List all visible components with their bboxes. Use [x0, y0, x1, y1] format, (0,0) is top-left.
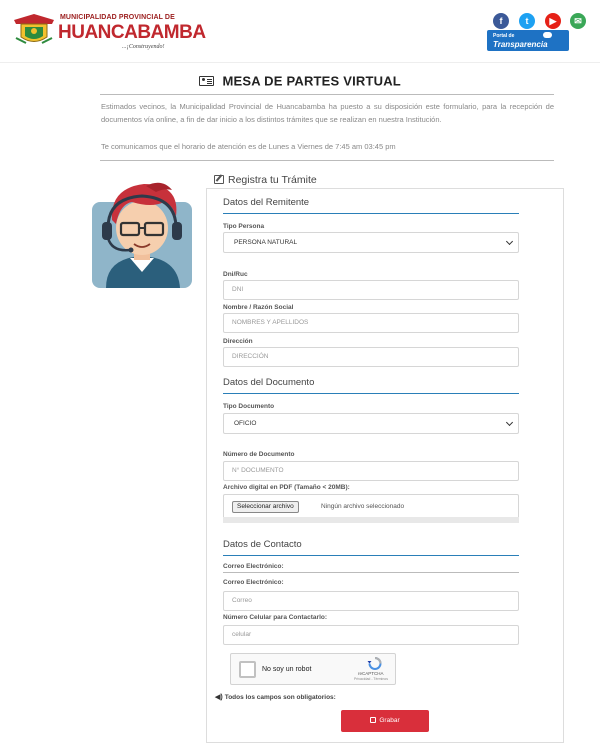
- numero-documento-label: Número de Documento: [223, 451, 295, 458]
- document-heading: Datos del Documento: [223, 377, 315, 388]
- submit-button[interactable]: [341, 710, 429, 732]
- register-title: [214, 174, 317, 186]
- numero-documento-input[interactable]: N° DOCUMENTO: [223, 461, 519, 481]
- youtube-icon[interactable]: ▶: [545, 13, 561, 29]
- celular-input[interactable]: celular: [223, 625, 519, 645]
- select-file-button[interactable]: Seleccionar archivo: [232, 501, 299, 513]
- megaphone-icon: ◀): [215, 694, 223, 701]
- recaptcha-checkbox[interactable]: [239, 661, 256, 678]
- dni-label: Dni/Ruc: [223, 271, 248, 278]
- site-header: [0, 0, 600, 62]
- direccion-label: Dirección: [223, 338, 253, 345]
- no-file-text: Ningún archivo seleccionado: [321, 503, 405, 510]
- transparency-big-label: Transparencia: [493, 40, 548, 49]
- municipality-logo[interactable]: [12, 10, 206, 54]
- page-title: MESA DE PARTES VIRTUAL: [222, 73, 401, 89]
- chevron-down-icon: [506, 238, 513, 245]
- nombre-label: Nombre / Razón Social: [223, 304, 294, 311]
- contact-heading-line: [223, 555, 519, 556]
- required-note-text: Todos los campos son obligatorios:: [224, 694, 336, 701]
- register-title-text: Registra tu Trámite: [228, 174, 317, 186]
- page-title-row: [0, 72, 600, 90]
- tipo-persona-label: Tipo Persona: [223, 223, 265, 230]
- id-card-icon: [199, 76, 214, 86]
- tipo-documento-select[interactable]: [223, 413, 519, 434]
- hours-text: Te comunicamos que el horario de atención es de Lunes a Viernes de 7:45 am 03:45 pm: [101, 142, 396, 151]
- dni-input[interactable]: DNI: [223, 280, 519, 300]
- recaptcha-label: No soy un robot: [262, 666, 312, 673]
- logo-top-line: MUNICIPALIDAD PROVINCIAL DE: [60, 14, 175, 21]
- registration-form: [206, 188, 564, 743]
- celular-label: Número Celular para Contactarlo:: [223, 614, 328, 621]
- tipo-persona-select[interactable]: [223, 232, 519, 253]
- transparency-portal-link[interactable]: [487, 30, 569, 51]
- recaptcha-widget: [230, 653, 396, 685]
- sender-heading: Datos del Remitente: [223, 197, 310, 208]
- title-divider: [100, 94, 554, 95]
- logo-name: HUANCABAMBA: [58, 22, 206, 43]
- sender-heading-line: [223, 213, 519, 214]
- tipo-persona-value: PERSONA NATURAL: [234, 239, 298, 246]
- upload-progress-bar: [223, 517, 519, 523]
- header-divider: [0, 62, 600, 63]
- transparency-emblem-icon: [543, 32, 552, 38]
- required-note: [215, 693, 336, 701]
- archivo-label: Archivo digital en PDF (Tamaño < 20MB):: [223, 484, 350, 491]
- contact-sub-line: [223, 572, 519, 573]
- submit-label: Grabar: [379, 717, 400, 724]
- tipo-documento-label: Tipo Documento: [223, 403, 275, 410]
- twitter-icon[interactable]: t: [519, 13, 535, 29]
- save-icon: [370, 717, 376, 723]
- logo-slogan: ...¡Construyendo!: [122, 44, 165, 50]
- correo-label: Correo Electrónico:: [223, 579, 284, 586]
- recaptcha-logo-icon: [367, 657, 383, 670]
- intro-text: Estimados vecinos, la Municipalidad Provincial de Huancabamba ha puesto a su disposición este formulario, para la recepción de documentos vía online, a fin de dar inicio a los distintos trámites que se realizan en nuestra Institución.: [101, 102, 554, 124]
- tipo-documento-value: OFICIO: [234, 420, 257, 427]
- intro-divider: [100, 160, 554, 161]
- correo-input[interactable]: Correo: [223, 591, 519, 611]
- correo-sub-label: Correo Electrónico:: [223, 563, 284, 570]
- document-heading-line: [223, 393, 519, 394]
- direccion-input[interactable]: DIRECCIÓN: [223, 347, 519, 367]
- transparency-small-label: Portal de: [493, 33, 515, 39]
- edit-icon: [214, 175, 224, 184]
- recaptcha-brand: reCAPTCHA: [358, 671, 384, 676]
- facebook-icon[interactable]: f: [493, 13, 509, 29]
- nombre-input[interactable]: NOMBRES Y APELLIDOS: [223, 313, 519, 333]
- contact-heading: Datos de Contacto: [223, 539, 302, 550]
- support-agent-illustration: [92, 180, 194, 288]
- recaptcha-terms[interactable]: Privacidad - Términos: [354, 677, 388, 681]
- file-input[interactable]: [223, 494, 519, 519]
- mail-icon[interactable]: ✉: [570, 13, 586, 29]
- chevron-down-icon: [506, 419, 513, 426]
- crest-icon: [12, 12, 56, 48]
